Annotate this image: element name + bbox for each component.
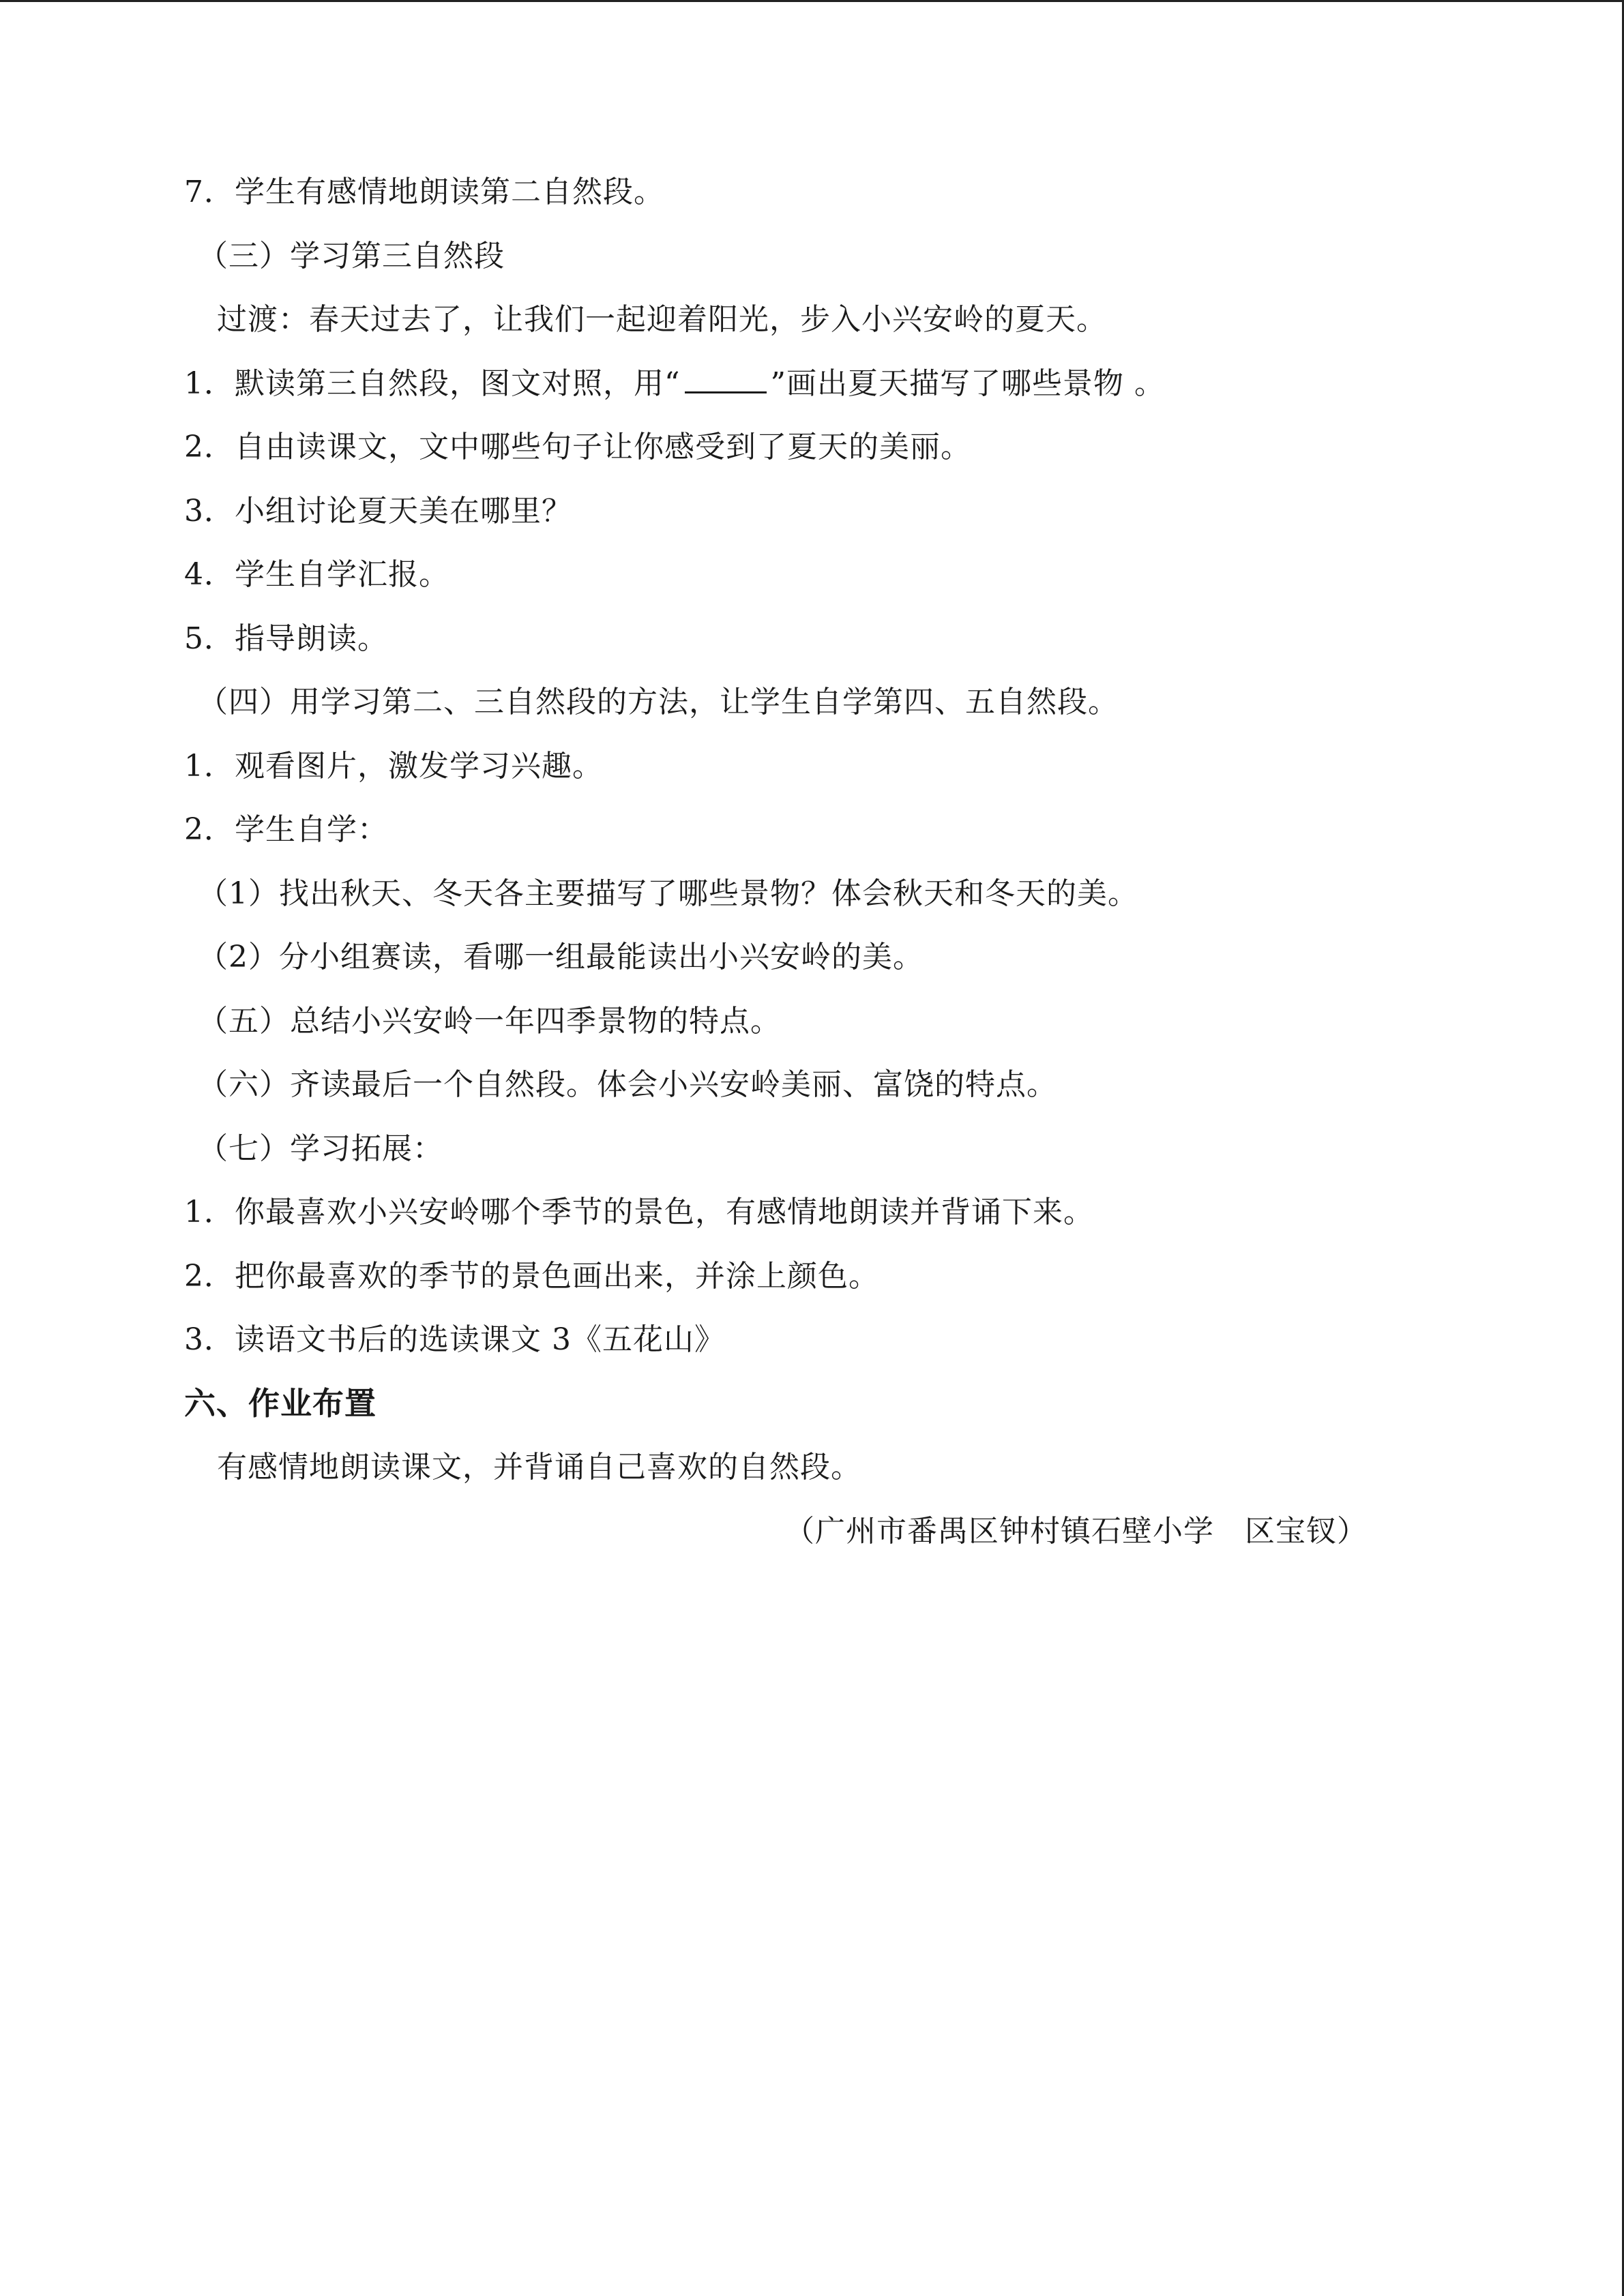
section-6-heading: （六）齐读最后一个自然段。体会小兴安岭美丽、富饶的特点。	[198, 1067, 1057, 1102]
step-7-read-paragraph-2: 7．学生有感情地朗读第二自然段。	[184, 175, 664, 209]
step-4-report: 4．学生自学汇报。	[184, 557, 449, 592]
extension-step-3: 3．读语文书后的选读课文 3《五花山》	[184, 1322, 725, 1357]
extension-step-1: 1．你最喜欢小兴安岭哪个季节的景色，有感情地朗读并背诵下来。	[184, 1195, 1094, 1229]
step-5-guided-reading: 5．指导朗读。	[184, 621, 388, 656]
step-2-free-read: 2．自由读课文，文中哪些句子让你感受到了夏天的美丽。	[184, 430, 971, 464]
section-3-heading: （三）学习第三自然段	[198, 238, 505, 273]
homework-text: 有感情地朗读课文，并背诵自己喜欢的自然段。	[217, 1450, 861, 1485]
document-body	[184, 160, 1480, 1563]
section-4-substep-2: （2）分小组赛读，看哪一组最能读出小兴安岭的美。	[198, 940, 924, 974]
extension-step-2: 2．把你最喜欢的季节的景色画出来，并涂上颜色。	[184, 1258, 879, 1294]
step-3-group-discuss: 3．小组讨论夏天美在哪里？	[184, 493, 572, 528]
section-4-step-1: 1．观看图片，激发学习兴趣。	[184, 748, 603, 784]
author-signature: （广州市番禺区钟村镇石壁小学 区宝钗）	[784, 1513, 1368, 1549]
step-1-text-before: 1．默读第三自然段，图文对照，用“	[184, 366, 681, 401]
homework-heading: 六、作业布置	[184, 1384, 377, 1422]
section-4-substep-1: （1）找出秋天、冬天各主要描写了哪些景物？体会秋天和冬天的美。	[198, 876, 1138, 911]
step-1-silent-read	[184, 352, 1480, 416]
section-5-heading: （五）总结小兴安岭一年四季景物的特点。	[198, 1003, 781, 1039]
fill-in-blank	[685, 367, 767, 393]
section-4-heading: （四）用学习第二、三自然段的方法，让学生自学第四、五自然段。	[198, 685, 1119, 719]
transition-text: 过渡：春天过去了，让我们一起迎着阳光，步入小兴安岭的夏天。	[217, 302, 1107, 337]
section-7-heading: （七）学习拓展：	[198, 1131, 443, 1166]
step-1-text-after: ”画出夏天描写了哪些景物 。	[770, 366, 1165, 401]
section-4-step-2: 2．学生自学：	[184, 812, 388, 847]
